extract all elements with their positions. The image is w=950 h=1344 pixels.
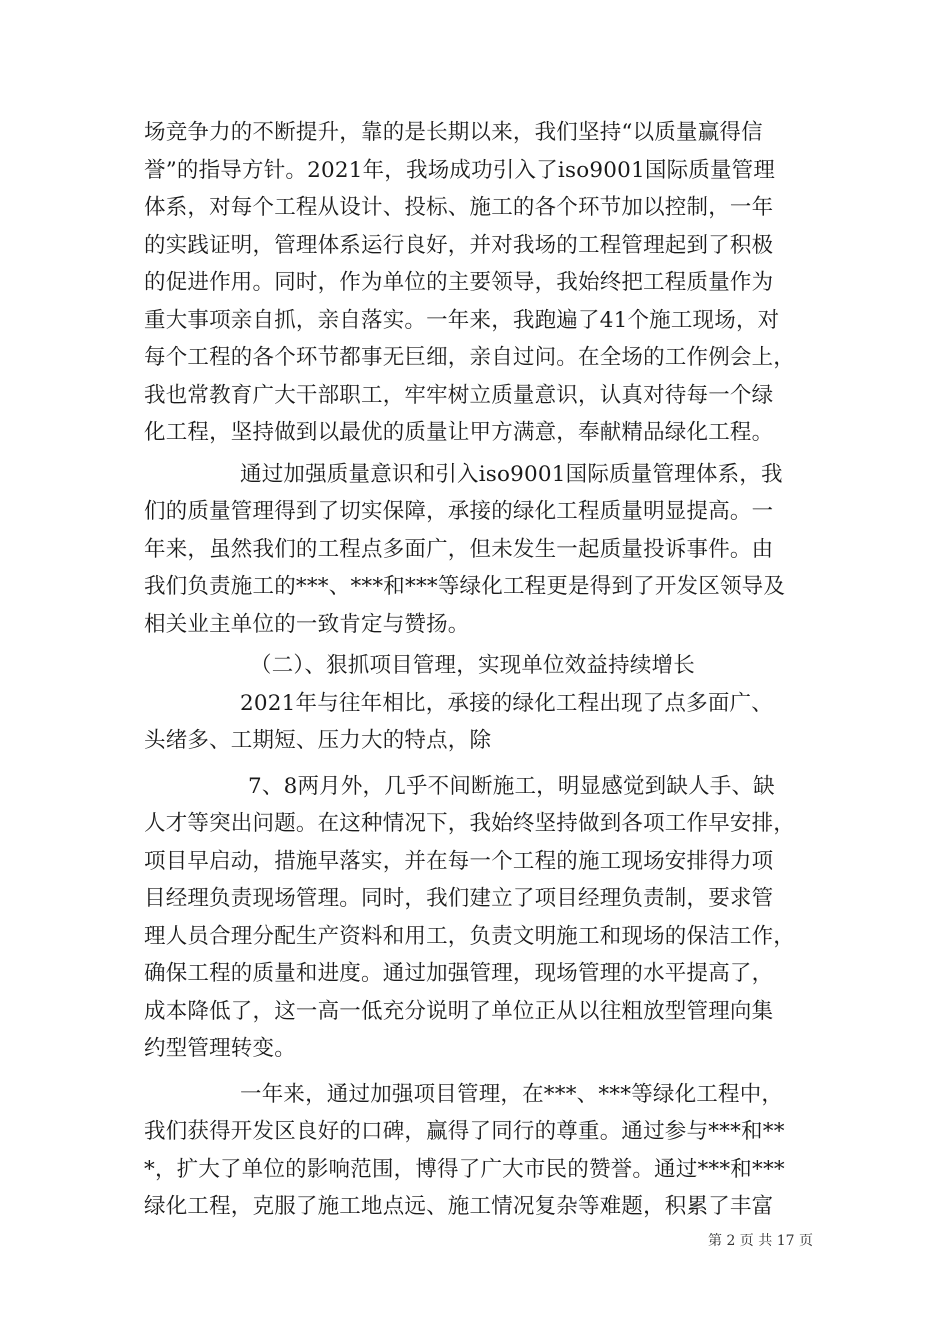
- text-line: 项目早启动，措施早落实，并在每一个工程的施工现场安排得力项: [144, 848, 774, 874]
- text-line: 头绪多、工期短、压力大的特点，除: [144, 728, 492, 753]
- text-line: 确保工程的质量和进度。通过加强管理，现场管理的水平提高了，: [144, 961, 774, 986]
- text-line: 理人员合理分配生产资料和用工，负责文明施工和现场的保洁工作，: [144, 923, 796, 949]
- text-line: 人才等突出问题。在这种情况下，我始终坚持做到各项工作早安排，: [144, 811, 796, 836]
- text-line: 的促进作用。同时，作为单位的主要领导，我始终把工程质量作为: [144, 270, 774, 295]
- text-line: 我们获得开发区良好的口碑，赢得了同行的尊重。通过参与***和**: [144, 1119, 785, 1144]
- section-heading: （二）、狠抓项目管理，实现单位效益持续增长: [250, 653, 695, 678]
- page-number: 第 2 页 共 17 页: [708, 1233, 813, 1249]
- text-line: 重大事项亲自抓，亲自落实。一年来，我跑遍了41个施工现场，对: [144, 307, 780, 333]
- body-text: [144, 114, 810, 1226]
- paragraph-start: 通过加强质量意识和引入iso9001国际质量管理体系，我: [240, 461, 783, 487]
- text-line: *，扩大了单位的影响范围，博得了广大市民的赞誉。通过***和***: [144, 1156, 785, 1182]
- text-line: 场竞争力的不断提升，靠的是长期以来，我们坚持“以质量赢得信: [144, 120, 763, 145]
- text-line: 我也常教育广大干部职工，牢牢树立质量意识，认真对待每一个绿: [144, 382, 774, 408]
- text-line: 誉”的指导方针。2021年，我场成功引入了iso9001国际质量管理: [144, 157, 776, 183]
- text-line: 相关业主单位的一致肯定与赞扬。: [144, 611, 470, 637]
- text-line: 的实践证明，管理体系运行良好，并对我场的工程管理起到了积极: [144, 232, 774, 258]
- text-line: 们的质量管理得到了切实保障，承接的绿化工程质量明显提高。一: [144, 499, 774, 524]
- paragraph-start: 2021年与往年相比，承接的绿化工程出现了点多面广、: [240, 690, 773, 716]
- paragraph-start: 7、8两月外，几乎不间断施工，明显感觉到缺人手、缺: [248, 773, 775, 799]
- text-line: 化工程，坚持做到以最优的质量让甲方满意，奉献精品绿化工程。: [144, 420, 774, 445]
- text-line: 体系，对每个工程从设计、投标、施工的各个环节加以控制，一年: [144, 195, 774, 220]
- text-line: 年来，虽然我们的工程点多面广，但未发生一起质量投诉事件。由: [144, 536, 774, 562]
- text-line: 我们负责施工的***、***和***等绿化工程更是得到了开发区领导及: [144, 574, 786, 599]
- text-line: 目经理负责现场管理。同时，我们建立了项目经理负责制，要求管: [144, 886, 774, 911]
- text-line: 约型管理转变。: [144, 1036, 296, 1061]
- text-line: 成本降低了，这一高一低充分说明了单位正从以往粗放型管理向集: [144, 998, 774, 1024]
- paragraph-start: 一年来，通过加强项目管理，在***、***等绿化工程中，: [240, 1081, 784, 1107]
- text-line: 每个工程的各个环节都事无巨细，亲自过问。在全场的工作例会上，: [144, 345, 796, 370]
- text-line: 绿化工程，克服了施工地点远、施工情况复杂等难题，积累了丰富: [144, 1194, 774, 1219]
